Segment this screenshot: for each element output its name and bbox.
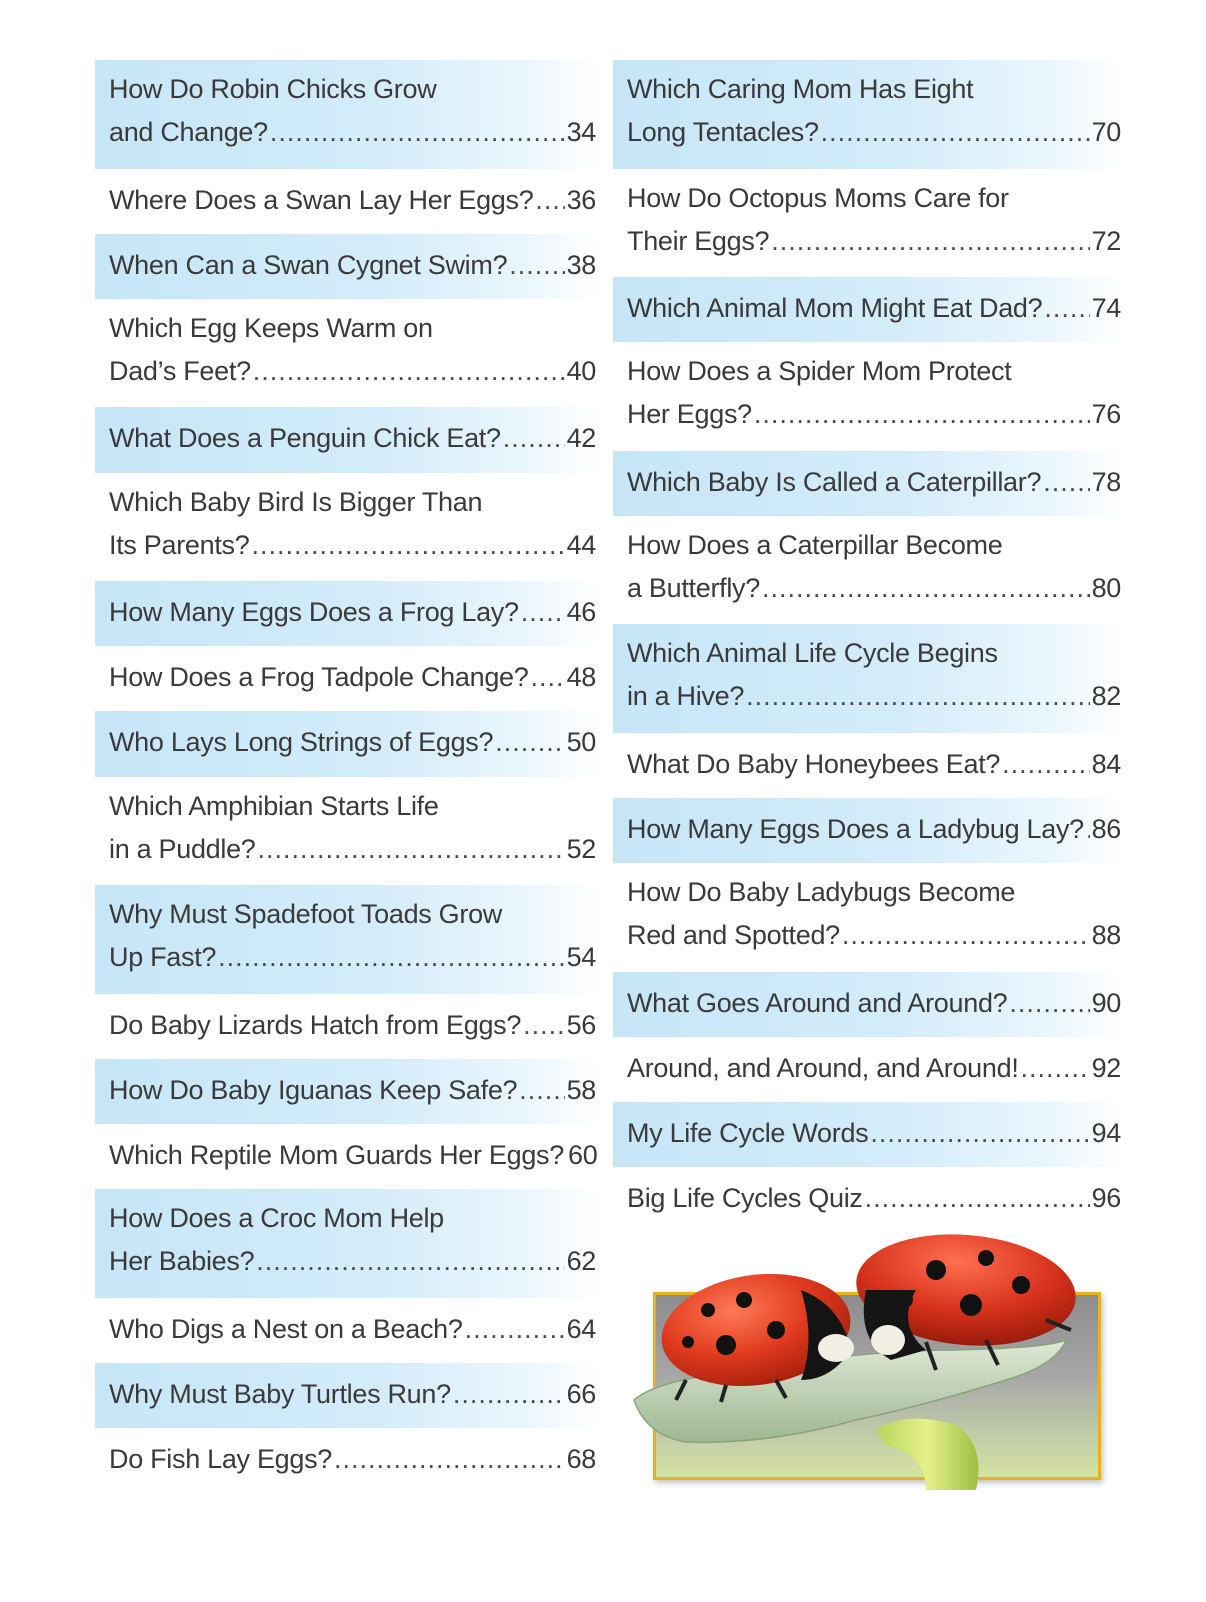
toc-entry-title: How Do Robin Chicks Grow [109,74,437,104]
toc-entry-title: Which Reptile Mom Guards Her Eggs? [109,1140,564,1170]
toc-entry[interactable] [613,342,1125,451]
toc-entry-title: How Do Octopus Moms Care for [627,182,1009,213]
toc-entry-title: Why Must Spadefoot Toads Grow [109,899,502,930]
toc-entry-title: Which Animal Mom Might Eat Dad? [627,293,1043,323]
toc-entry-title: Red and Spotted? [627,920,840,951]
toc-entry[interactable] [613,733,1125,798]
toc-entry-title: Long Tentacles? [627,117,819,147]
toc-entry-title: Her Eggs? [627,399,752,430]
dot-leader [1002,743,1089,786]
dot-leader [1021,1047,1090,1090]
toc-entry-title: My Life Cycle Words [627,1118,869,1149]
toc-page-number: 96 [1091,1183,1121,1214]
toc-entry-title: Up Fast? [109,942,217,973]
toc-entry-title: How Many Eggs Does a Ladybug Lay? [627,814,1084,845]
toc-page-number: 44 [566,529,596,560]
toc-page-number: 86 [1091,814,1121,845]
toc-entry[interactable] [613,972,1125,1037]
dot-leader [1044,287,1089,330]
dot-leader [746,675,1089,718]
toc-entry[interactable] [613,516,1125,625]
toc-entry-title: How Do Baby Iguanas Keep Safe? [109,1074,518,1105]
dot-leader [334,1438,565,1481]
toc-entry[interactable] [95,407,600,472]
toc-entry[interactable] [95,169,600,234]
toc-entry-title: Her Babies? [109,1246,255,1277]
dot-leader [503,417,565,460]
toc-entry[interactable] [613,60,1125,169]
toc-page-number: 80 [1091,572,1121,603]
toc-page-number: 34 [566,117,596,147]
toc-page-number: 66 [566,1378,596,1409]
dot-leader [270,111,565,154]
toc-entry-title: Why Must Baby Turtles Run? [109,1378,451,1409]
dot-leader [453,1373,565,1416]
ladybugs-photo-icon [626,1230,1126,1490]
toc-entry[interactable] [95,994,600,1059]
toc-page-number: 92 [1091,1052,1121,1083]
toc-entry-title: Which Animal Life Cycle Begins [627,638,998,669]
dot-leader [256,1240,564,1283]
dot-leader [253,350,565,393]
toc-left-column [95,60,600,1493]
dot-leader [251,524,564,567]
toc-entry[interactable] [613,1167,1125,1232]
toc-entry[interactable] [95,299,600,408]
toc-entry-title: Dad’s Feet? [109,355,251,386]
toc-entry-title: Big Life Cycles Quiz [627,1183,863,1214]
dot-leader [821,111,1090,154]
toc-page-number: 84 [1091,748,1121,779]
toc-page-number: 58 [566,1074,596,1105]
toc-page-number: 82 [1091,681,1121,712]
toc-entry[interactable] [95,711,600,776]
dot-leader [762,567,1090,610]
toc-page-number: 60 [567,1140,598,1170]
toc-page-number: 72 [1091,225,1121,256]
toc-entry-title: Which Amphibian Starts Life [109,790,439,821]
toc-entry[interactable] [613,798,1125,863]
toc-entry[interactable] [95,1059,600,1124]
toc-page-number: 78 [1091,466,1121,497]
toc-entry[interactable] [613,277,1125,342]
toc-entry-title: Do Baby Lizards Hatch from Eggs? [109,1009,522,1040]
toc-page-number: 76 [1091,399,1121,430]
toc-page-number: 46 [566,597,596,628]
toc-entry-title: How Does a Frog Tadpole Change? [109,662,529,693]
toc-entry-title: a Butterfly? [627,572,760,603]
toc-entry[interactable] [613,1102,1125,1167]
toc-entry-title: and Change? [109,117,268,147]
toc-entry[interactable] [613,863,1125,972]
toc-entry-title: How Do Baby Ladybugs Become [627,877,1016,908]
toc-entry-title: Its Parents? [109,529,250,560]
dot-leader [535,179,564,222]
toc-entry-title: Which Caring Mom Has Eight [627,74,974,104]
toc-entry-title: Which Baby Is Called a Caterpillar? [627,466,1042,497]
dot-leader [258,828,565,871]
toc-entry[interactable] [95,1189,600,1298]
dot-leader [519,1069,564,1112]
toc-entry[interactable] [613,1037,1125,1102]
dot-leader [754,393,1090,436]
toc-entry[interactable] [95,777,600,886]
toc-page-number: 62 [566,1246,596,1277]
toc-entry[interactable] [95,1298,600,1363]
toc-entry-title: Do Fish Lay Eggs? [109,1444,333,1475]
toc-page-number: 54 [566,942,596,973]
toc-page-number: 40 [566,355,596,386]
toc-entry-title: What Do Baby Honeybees Eat? [627,748,1001,779]
toc-entry-title: Who Lays Long Strings of Eggs? [109,727,494,758]
toc-page-number: 70 [1091,117,1121,147]
toc-page-number: 94 [1091,1118,1121,1149]
dot-leader [1086,808,1090,851]
dot-leader [509,244,564,287]
dot-leader [842,914,1090,957]
toc-entry-title: Which Baby Bird Is Bigger Than [109,486,483,517]
toc-entry[interactable] [613,169,1125,278]
dot-leader [865,1177,1090,1220]
toc-entry[interactable] [95,1124,600,1189]
dot-leader [218,936,564,979]
dot-leader [521,591,565,634]
toc-entry-title: Around, and Around, and Around! [627,1052,1019,1083]
toc-entry[interactable] [95,581,600,646]
dot-leader [771,220,1089,263]
toc-page-number: 74 [1091,293,1121,323]
toc-page-number: 48 [566,662,596,693]
toc-page-number: 38 [566,249,596,280]
toc-entry[interactable] [95,473,600,582]
toc-page-number: 36 [566,184,596,215]
toc-page-number: 52 [566,833,596,864]
toc-entry-title: in a Puddle? [109,833,256,864]
dot-leader [465,1308,565,1351]
toc-page-number: 50 [566,727,596,758]
toc-page-number: 42 [566,423,596,454]
toc-entry-title: How Many Eggs Does a Frog Lay? [109,597,519,628]
toc-right-column [613,60,1125,1233]
toc-entry-title: What Goes Around and Around? [627,987,1008,1018]
toc-page-number: 56 [566,1009,596,1040]
dot-leader [870,1112,1089,1155]
toc-entry-title: Their Eggs? [627,225,770,256]
dot-leader [1009,982,1089,1025]
toc-entry-title: How Does a Spider Mom Protect [627,356,1012,387]
toc-page-number: 90 [1091,987,1121,1018]
toc-entry-title: How Does a Caterpillar Become [627,529,1003,560]
toc-entry-title: What Does a Penguin Chick Eat? [109,423,501,454]
dot-leader [1043,461,1089,504]
toc-page-number: 68 [566,1444,596,1475]
toc-entry[interactable] [95,1363,600,1428]
toc-entry-title: How Does a Croc Mom Help [109,1203,444,1234]
toc-entry-title: When Can a Swan Cygnet Swim? [109,249,508,280]
toc-entry[interactable] [95,234,600,299]
toc-entry-title: Which Egg Keeps Warm on [109,312,433,343]
toc-page-number: 88 [1091,920,1121,951]
toc-entry-title: Who Digs a Nest on a Beach? [109,1313,463,1344]
toc-entry[interactable] [613,624,1125,733]
toc-entry[interactable] [95,885,600,994]
toc-entry[interactable] [95,646,600,711]
toc-entry[interactable] [613,451,1125,516]
toc-entry-title: Where Does a Swan Lay Her Eggs? [109,184,534,215]
toc-entry[interactable] [95,60,600,169]
dot-leader [530,656,564,699]
toc-entry-title: in a Hive? [627,681,745,712]
toc-page-number: 64 [566,1313,596,1344]
dot-leader [523,1004,564,1047]
dot-leader [495,721,564,764]
toc-entry[interactable] [95,1428,600,1493]
